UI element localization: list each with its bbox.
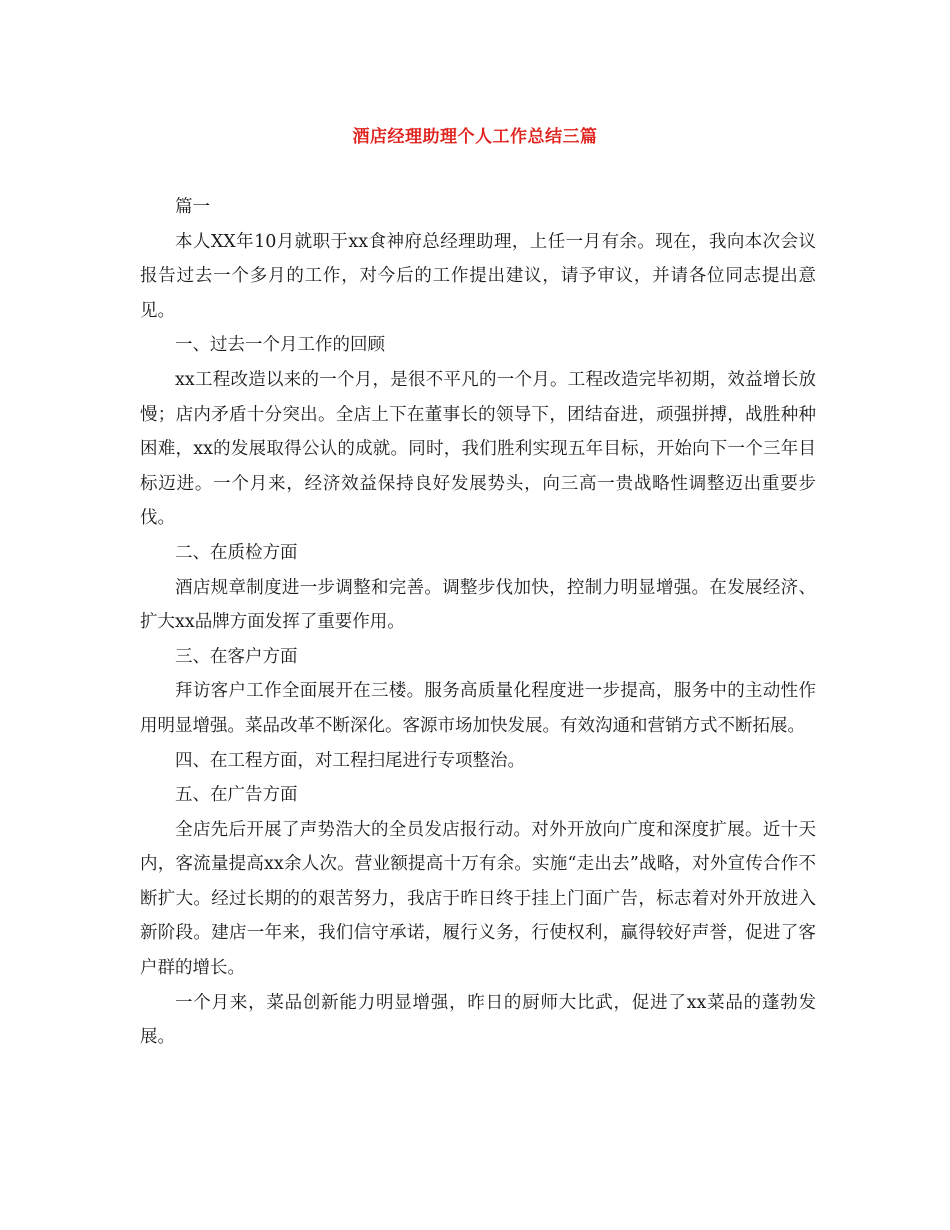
paragraph: 酒店规章制度进一步调整和完善。调整步伐加快，控制力明显增强。在发展经济、扩大xx品牌方面发挥了重要作用。 xyxy=(140,577,816,633)
section-heading: 四、在工程方面，对工程扫尾进行专项整治。 xyxy=(175,750,525,771)
section-heading: 二、在质检方面 xyxy=(175,542,298,563)
section-heading: 三、在客户方面 xyxy=(175,646,298,667)
paragraph: 本人XX年10月就职于xx食神府总经理助理，上任一月有余。现在，我向本次会议报告过去一个多月的工作，对今后的工作提出建议，请予审议，并请各位同志提出意见。 xyxy=(140,231,816,321)
section-heading: 五、在广告方面 xyxy=(175,785,298,806)
section-label: 篇一 xyxy=(175,197,210,217)
paragraph: 全店先后开展了声势浩大的全员发店报行动。对外开放向广度和深度扩展。近十天内，客流量提高xx余人次。营业额提高十万有余。实施“走出去”战略，对外宣传合作不断扩大。经过长期的的艰苦努力，我店于昨日终于挂上门面广告，标志着对外开放进入新阶段。建店一年来，我们信守承诺，履行义务，行使权利，赢得较好声誉，促进了客户群的增长。 xyxy=(140,819,816,979)
paragraph: 一个月来，菜品创新能力明显增强，昨日的厨师大比武，促进了xx菜品的蓬勃发展。 xyxy=(140,992,816,1048)
document-title: 酒店经理助理个人工作总结三篇 xyxy=(352,127,598,147)
paragraph: xx工程改造以来的一个月，是很不平凡的一个月。工程改造完毕初期，效益增长放慢；店内矛盾十分突出。全店上下在董事长的领导下，团结奋进，顽强拼搏，战胜种种困难，xx的发展取得公认的成就。同时，我们胜利实现五年目标，开始向下一个三年目标迈进。一个月来，经济效益保持良好发展势头，向三高一贵战略性调整迈出重要步伐。 xyxy=(140,369,816,529)
document-body xyxy=(140,190,816,1055)
section-heading: 一、过去一个月工作的回顾 xyxy=(175,335,385,356)
paragraph: 拜访客户工作全面展开在三楼。服务高质量化程度进一步提高，服务中的主动性作用明显增强。菜品改革不断深化。客源市场加快发展。有效沟通和营销方式不断拓展。 xyxy=(140,681,816,736)
